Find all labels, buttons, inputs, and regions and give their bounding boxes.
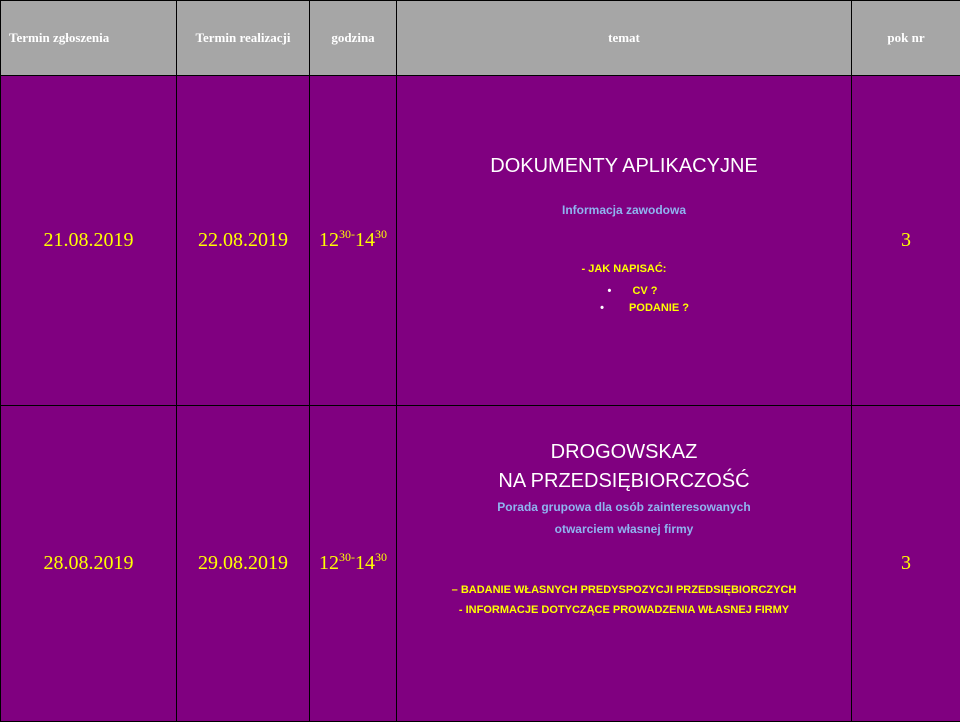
row2-termin-zgloszenia: 28.08.2019 — [1, 406, 177, 722]
header-godzina: godzina — [310, 1, 397, 76]
table-row — [1, 406, 960, 722]
topic-subtitle-line1: Porada grupowa dla osób zainteresowanych — [397, 496, 851, 518]
bullet-icon: • — [595, 300, 609, 317]
time-start-minutes: 30 — [339, 227, 351, 241]
topic-title-line1: DROGOWSKAZ — [397, 438, 851, 467]
header-pok-nr: pok nr — [852, 1, 960, 76]
bullet-icon: • — [602, 283, 616, 300]
topic-lead: - JAK NAPISAĆ: — [397, 263, 851, 275]
list-item — [397, 283, 851, 300]
time-end-minutes: 30 — [375, 227, 387, 241]
time-end-hour: 14 — [355, 229, 375, 251]
topic-title: DOKUMENTY APLIKACYJNE — [397, 152, 851, 181]
topic-title-line2: NA PRZEDSIĘBIORCZOŚĆ — [397, 467, 851, 496]
header-termin-realizacji: Termin realizacji — [177, 1, 310, 76]
header-row — [1, 1, 960, 76]
time-start-minutes: 30 — [339, 550, 351, 564]
table-row — [1, 76, 960, 406]
list-item — [397, 300, 851, 317]
row1-pok-nr: 3 — [852, 76, 960, 406]
bullet-text: CV ? — [632, 285, 657, 297]
row2-termin-realizacji: 29.08.2019 — [177, 406, 310, 722]
time-end-minutes: 30 — [375, 550, 387, 564]
row1-termin-zgloszenia: 21.08.2019 — [1, 76, 177, 406]
header-termin-zgloszenia: Termin zgłoszenia — [1, 1, 177, 76]
time-start-hour: 12 — [319, 229, 339, 251]
header-temat: temat — [397, 1, 852, 76]
row2-temat — [397, 406, 852, 722]
row2-pok-nr: 3 — [852, 406, 960, 722]
row1-godzina — [310, 76, 397, 406]
row1-temat — [397, 76, 852, 406]
time-separator: - — [351, 550, 355, 564]
time-separator: - — [351, 227, 355, 241]
time-start-hour: 12 — [319, 552, 339, 574]
topic-item-2: - INFORMACJE DOTYCZĄCE PROWADZENIA WŁASNEJ FIRMY — [397, 600, 851, 620]
row2-godzina — [310, 406, 397, 722]
time-end-hour: 14 — [355, 552, 375, 574]
topic-item-1: – BADANIE WŁASNYCH PREDYSPOZYCJI PRZEDSIĘBIORCZYCH — [397, 580, 851, 600]
topic-subtitle: Informacja zawodowa — [397, 199, 851, 221]
bullet-text: PODANIE ? — [629, 302, 689, 314]
topic-bullet-list — [397, 283, 851, 317]
topic-subtitle-line2: otwarciem własnej firmy — [397, 518, 851, 540]
row1-termin-realizacji: 22.08.2019 — [177, 76, 310, 406]
